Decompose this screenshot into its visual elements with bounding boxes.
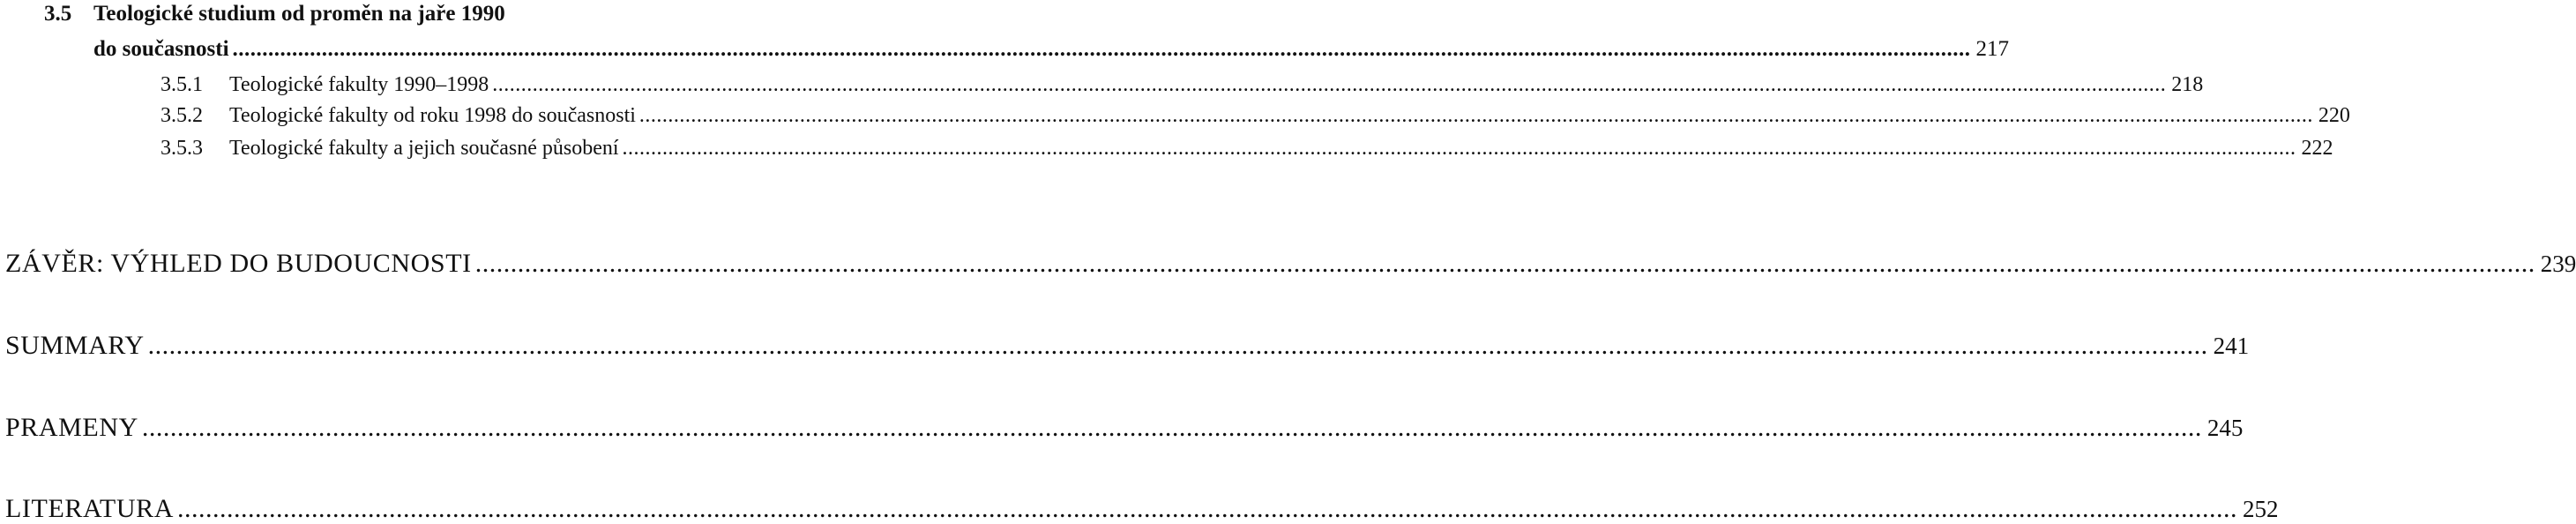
subsection-page-number: 218 [2171, 73, 2204, 96]
chapter-title: PRAMENY [5, 413, 138, 442]
toc-chapter-entry[interactable] [0, 331, 2250, 361]
toc-section-heading[interactable] [0, 2, 847, 26]
subsection-page-number: 222 [2301, 137, 2333, 160]
dot-leader [475, 249, 2535, 279]
chapter-page-number: 241 [2213, 333, 2250, 359]
subsection-number: 3.5.3 [161, 137, 203, 160]
subsection-title: Teologické fakulty a jejich současné působení [229, 137, 619, 160]
dot-leader [233, 37, 1971, 62]
section-title-line1: Teologické studium od proměn na jaře 1990 [93, 2, 505, 26]
subsection-number: 3.5.1 [161, 73, 203, 96]
dot-leader [148, 331, 2208, 361]
section-title-line2: do současnosti [93, 37, 229, 61]
subsection-title: Teologické fakulty od roku 1998 do současnosti [229, 104, 636, 127]
toc-subsection-entry[interactable] [0, 137, 2333, 161]
dot-leader [623, 137, 2296, 161]
dot-leader [177, 494, 2237, 524]
subsection-number: 3.5.2 [161, 104, 203, 127]
toc-subsection-entry[interactable] [0, 73, 2204, 97]
subsection-page-number: 220 [2318, 104, 2350, 127]
dot-leader [492, 73, 2166, 97]
subsection-title: Teologické fakulty 1990–1998 [229, 73, 489, 96]
dot-leader [142, 413, 2202, 443]
chapter-title: SUMMARY [5, 331, 145, 360]
toc-chapter-entry[interactable] [0, 413, 2244, 443]
toc-subsection-entry[interactable] [0, 104, 2350, 128]
section-number: 3.5 [44, 2, 72, 26]
section-page-number: 217 [1975, 37, 2010, 61]
toc-chapter-entry[interactable] [0, 249, 2576, 279]
toc-section-heading-continued[interactable] [0, 37, 2010, 62]
toc-chapter-entry[interactable] [0, 494, 2279, 524]
chapter-page-number: 245 [2206, 415, 2244, 441]
chapter-title: LITERATURA [5, 494, 174, 523]
dot-leader [639, 104, 2313, 128]
chapter-page-number: 252 [2242, 496, 2279, 522]
chapter-title: ZÁVĚR: VÝHLED DO BUDOUCNOSTI [5, 249, 472, 278]
chapter-page-number: 239 [2540, 251, 2576, 277]
